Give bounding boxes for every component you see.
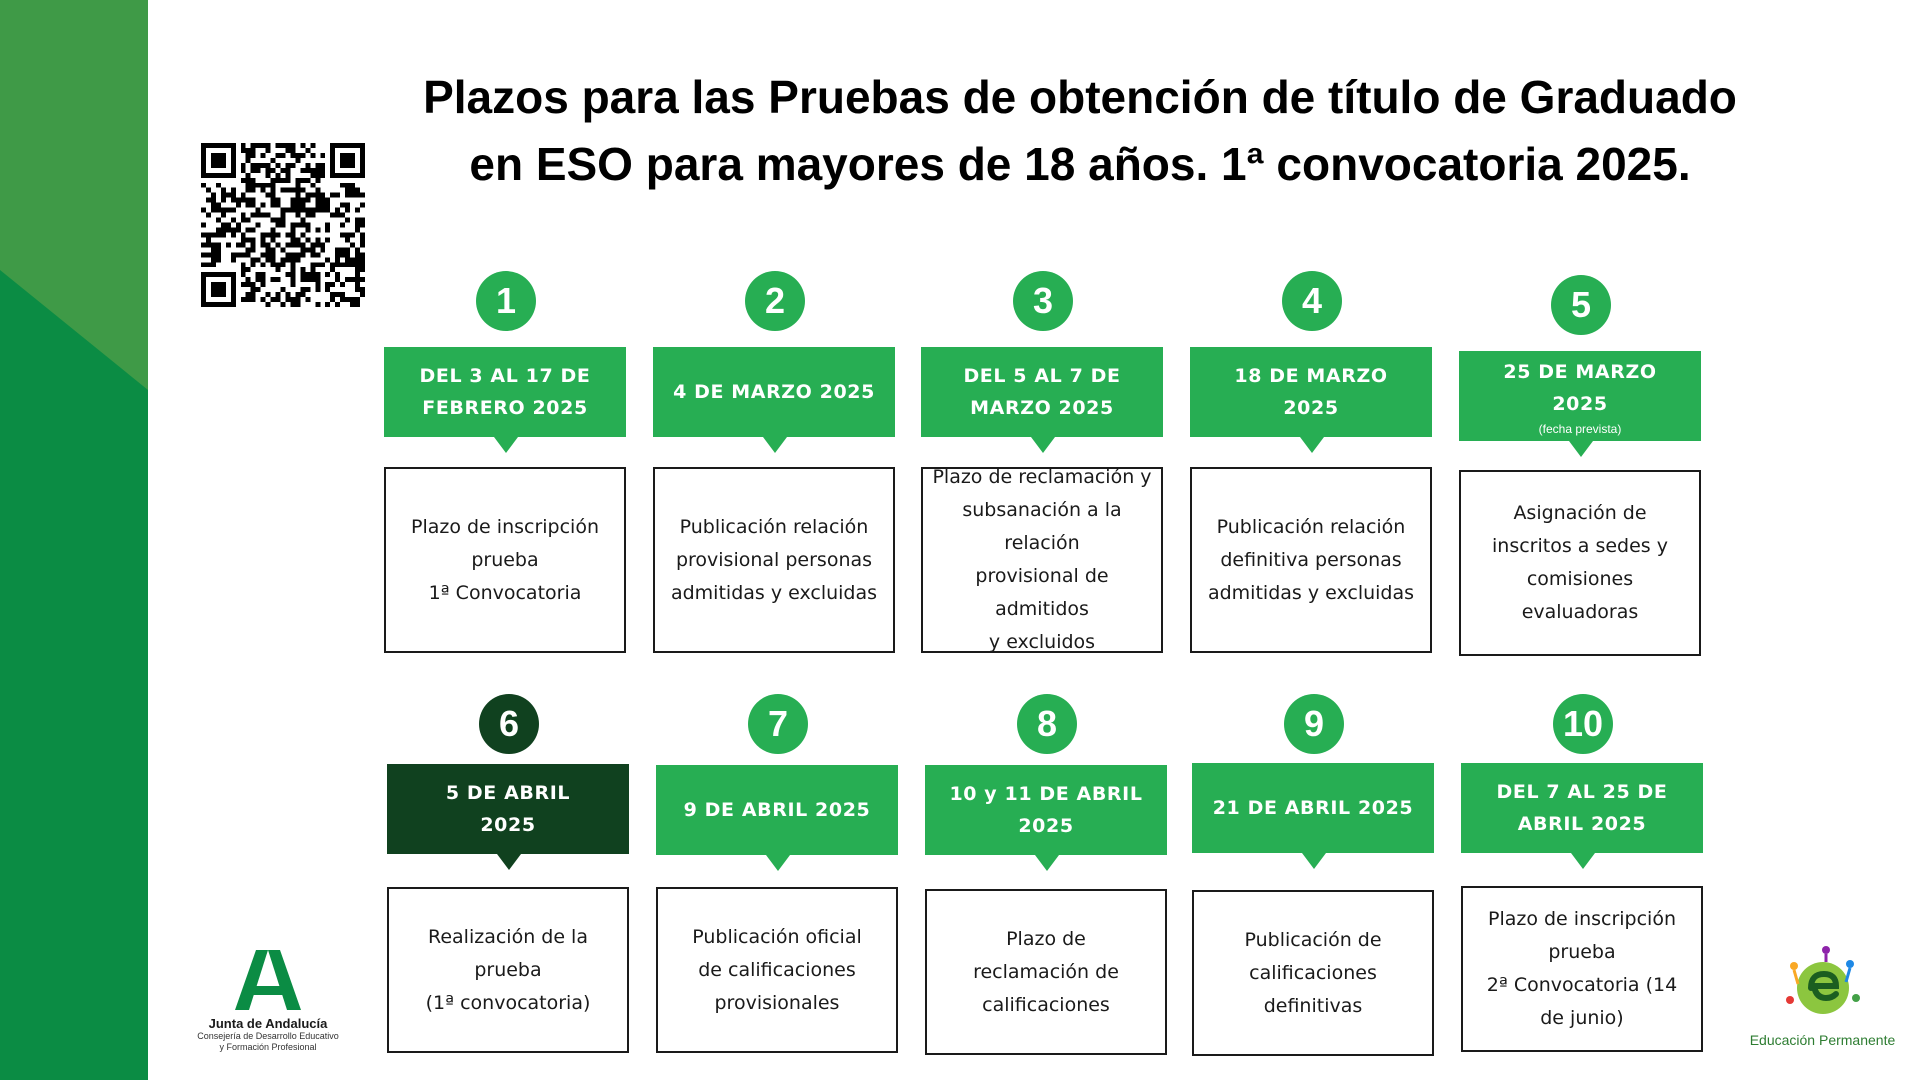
step-date (653, 347, 895, 437)
junta-de-andalucia-logo (188, 948, 348, 1053)
step-date-line-2: ABRIL 2025 (1517, 813, 1647, 835)
step-description: Plazo de inscripción prueba 1ª Convocatoria (384, 467, 626, 653)
step-number: 4 (1282, 271, 1342, 331)
step-description: Plazo de reclamación de calificaciones (925, 889, 1167, 1055)
step-number: 1 (476, 271, 536, 331)
step-description: Asignación de inscritos a sedes y comisiones evaluadoras (1459, 470, 1701, 656)
side-bar-accent (0, 0, 148, 390)
page-title (360, 64, 1800, 198)
step-date-line-1: 25 DE MARZO (1503, 361, 1657, 383)
step-number: 3 (1013, 271, 1073, 331)
step-description: Publicación relación definitiva personas admitidas y excluidas (1190, 467, 1432, 653)
step-number: 6 (479, 694, 539, 754)
step-date-line-1: DEL 7 AL 25 DE (1496, 781, 1668, 803)
junta-a-icon (233, 948, 303, 1012)
educacion-permanente-icon (1778, 940, 1868, 1030)
step-date-line-1: 10 y 11 DE ABRIL (949, 783, 1143, 805)
step-date-line-2: 2025 (1283, 397, 1339, 419)
educacion-permanente-label: Educación Permanente (1749, 1032, 1896, 1048)
step-date-line-2: 2025 (1552, 393, 1608, 415)
step-date (1459, 351, 1701, 441)
educacion-permanente-logo (1735, 940, 1910, 1048)
step-date (387, 764, 629, 854)
junta-name: Junta de Andalucía (208, 1016, 328, 1031)
step-date (1461, 763, 1703, 853)
step-date-line-2: FEBRERO 2025 (422, 397, 588, 419)
step-date (921, 347, 1163, 437)
step-date-note: (fecha prevista) (1538, 422, 1622, 436)
step-number: 5 (1551, 275, 1611, 335)
qr-code-icon[interactable] (201, 143, 365, 307)
step-description: Plazo de inscripción prueba 2ª Convocatoria (14 de junio) (1461, 886, 1703, 1052)
step-description: Plazo de reclamación y subsanación a la relación provisional de admitidos y excluidos (921, 467, 1163, 653)
step-date-line-2: 2025 (1018, 815, 1074, 837)
step-date-line-2: 2025 (480, 814, 536, 836)
step-description: Publicación de calificaciones definitivas (1192, 890, 1434, 1056)
side-bar (0, 0, 148, 1080)
step-date (384, 347, 626, 437)
step-date-line-1: 5 DE ABRIL (445, 782, 571, 804)
step-date-line-1: 21 DE ABRIL 2025 (1212, 797, 1414, 819)
step-date (925, 765, 1167, 855)
junta-sub-1: Consejería de Desarrollo Educativo (197, 1031, 339, 1041)
step-date-line-1: DEL 5 AL 7 DE (963, 365, 1121, 387)
step-description: Realización de la prueba (1ª convocatoria) (387, 887, 629, 1053)
step-number: 2 (745, 271, 805, 331)
step-number: 8 (1017, 694, 1077, 754)
step-date-line-1: 9 DE ABRIL 2025 (683, 799, 871, 821)
step-date-line-1: 18 DE MARZO (1234, 365, 1388, 387)
step-description: Publicación relación provisional personas admitidas y excluidas (653, 467, 895, 653)
title-line-2: en ESO para mayores de 18 años. 1ª convocatoria 2025. (469, 138, 1691, 190)
step-date-line-1: DEL 3 AL 17 DE (419, 365, 591, 387)
junta-sub-2: y Formación Profesional (219, 1042, 317, 1052)
step-date (1192, 763, 1434, 853)
step-number: 9 (1284, 694, 1344, 754)
step-description: Publicación oficial de calificaciones provisionales (656, 887, 898, 1053)
step-number: 7 (748, 694, 808, 754)
step-number: 10 (1553, 694, 1613, 754)
step-date-line-1: 4 DE MARZO 2025 (673, 381, 875, 403)
title-line-1: Plazos para las Pruebas de obtención de título de Graduado (423, 71, 1737, 123)
step-date (1190, 347, 1432, 437)
step-date (656, 765, 898, 855)
step-date-line-2: MARZO 2025 (970, 397, 1114, 419)
